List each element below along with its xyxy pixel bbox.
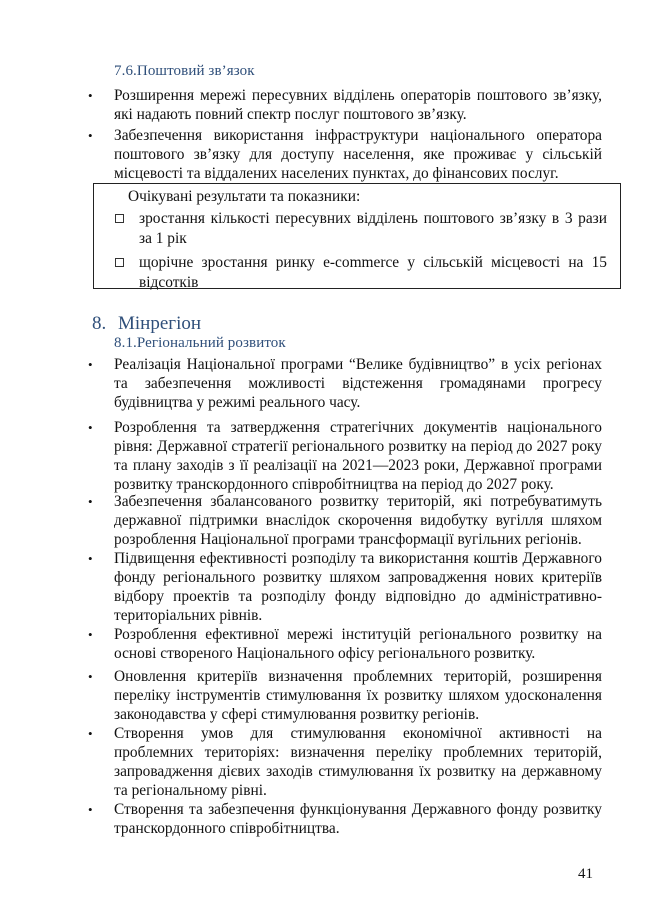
bullet-icon: • [88, 551, 93, 566]
bullet-icon: • [88, 88, 93, 103]
bullet-item [88, 492, 602, 549]
bullet-icon: • [88, 128, 93, 143]
bullet-item [88, 418, 602, 494]
section-heading [92, 313, 201, 335]
bullet-item [88, 667, 602, 724]
bullet-icon: • [88, 726, 93, 741]
bullet-item [88, 86, 602, 124]
checkbox-square-icon [115, 258, 124, 267]
bullet-icon: • [88, 627, 93, 642]
bullet-text: Розширення мережі пересувних відділень операторів поштового зв’язку, які надають повний спектр послуг поштового зв’язку. [114, 87, 602, 123]
page-number: 41 [578, 866, 593, 882]
bullet-text: Розроблення та затвердження стратегічних документів національного рівня: Державної стратегії регіонального розвитку на період до 2027 року та плану заходів з її реалізації на 2021—2023 роки, Державної програми розвитку транскордонного співробітництва на період до 2027 року. [114, 419, 602, 493]
bullet-icon: • [88, 420, 93, 435]
section-number: 8. [92, 313, 107, 334]
bullet-item [88, 355, 602, 412]
bullet-item [88, 549, 602, 625]
bullet-icon: • [88, 802, 93, 817]
bullet-icon: • [88, 669, 93, 684]
results-item-text: зростання кількості пересувних відділень поштового зв’язку в 3 рази за 1 рік [139, 210, 607, 247]
bullet-text: Підвищення ефективності розподілу та використання коштів Державного фонду регіонального розвитку шляхом запровадження нових критеріїв відбору проектів та розподілу фонду відповідно до адміністративно-територіальних рівнів. [114, 550, 602, 624]
results-item [115, 253, 607, 293]
bullet-text: Оновлення критеріїв визначення проблемних територій, розширення переліку інструментів стимулювання їх розвитку шляхом удосконалення законодавства у сфері стимулювання розвитку регіонів. [114, 668, 602, 723]
bullet-text: Створення умов для стимулювання економічної активності на проблемних територіях: визначення переліку проблемних територій, запровадження дієвих заходів стимулювання їх розвитку на державному та регіональному рівні. [114, 725, 602, 799]
bullet-item [88, 625, 602, 663]
section-title: Мінрегіон [118, 313, 202, 334]
results-heading: Очікувані результати та показники: [128, 188, 361, 205]
checkbox-square-icon [115, 214, 124, 223]
bullet-text: Забезпечення збалансованого розвитку територій, які потребуватимуть державної підтримки внаслідок скорочення видобутку вугілля шляхом розроблення Національної програми трансформації вугільних регіонів. [114, 493, 602, 548]
bullet-icon: • [88, 494, 93, 509]
results-item [115, 209, 607, 249]
subsection-heading-postal: 7.6.Поштовий зв’язок [114, 63, 255, 79]
bullet-text: Реалізація Національної програми “Велике будівництво” в усіх регіонах та забезпечення можливості відстеження громадянами прогресу будівництва у режимі реального часу. [114, 356, 602, 411]
bullet-icon: • [88, 357, 93, 372]
results-item-text: щорічне зростання ринку e-commerce у сільській місцевості на 15 відсотків [139, 254, 607, 291]
bullet-item [88, 126, 602, 183]
bullet-item [88, 724, 602, 800]
bullet-text: Створення та забезпечення функціонування Державного фонду розвитку транскордонного співробітництва. [114, 801, 602, 837]
bullet-text: Розроблення ефективної мережі інституцій регіонального розвитку на основі створеного Національного офісу регіонального розвитку. [114, 626, 602, 662]
subsection-heading-regional: 8.1.Регіональний розвиток [114, 335, 286, 351]
bullet-text: Забезпечення використання інфраструктури національного оператора поштового зв’язку для доступу населення, яке проживає у сільській місцевості та віддалених населених пунктах, до фінансових послуг. [114, 127, 602, 182]
bullet-item [88, 800, 602, 838]
